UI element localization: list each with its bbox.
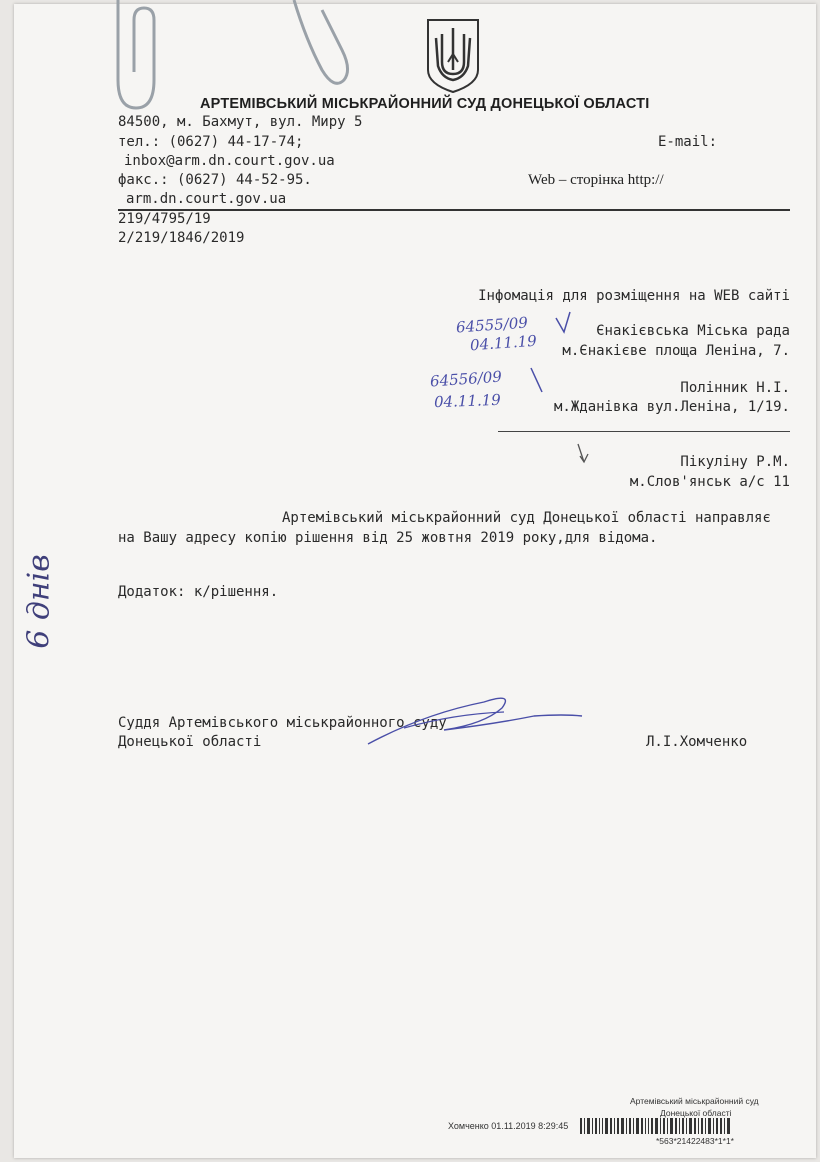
court-address: 84500, м. Бахмут, вул. Миру 5 [118,114,363,130]
recipient-3-address: м.Слов'янськ а/с 11 [629,474,790,490]
footer-court-line-2: Донецької області [660,1108,732,1118]
court-name-heading: АРТЕМІВСЬКИЙ МІСЬКРАЙОННИЙ СУД ДОНЕЦЬКОЇ ОБЛАСТІ [200,96,650,112]
handwritten-reg-date-1: 04.11.19 [469,331,538,355]
handwritten-margin-note: 6 днів [21,554,57,649]
footer-barcode-number: *563*21422483*1*1* [656,1136,734,1146]
recipient-2-name: Полінник Н.І. [680,380,790,396]
attachment-note: Додаток: к/рішення. [118,584,279,600]
handwritten-check-icon [554,310,574,336]
recipient-3-name: Пікуліну Р.М. [680,454,790,470]
body-line-1: Артемівський міськрайонний суд Донецької області направляє [282,510,771,526]
court-fax: факс.: (0627) 44-52-95. [118,172,312,188]
footer-stamp: Хомченко 01.11.2019 8:29:45 [448,1121,569,1131]
footer-barcode [580,1118,730,1134]
signature-title-line-1: Суддя Артемівського міськрайонного суду [118,715,447,731]
handwritten-signature [364,684,584,754]
email-label: E-mail: [658,134,718,150]
court-web: arm.dn.court.gov.ua [126,191,287,207]
letterhead-divider [118,209,790,211]
court-phone: тел.: (0627) 44-17-74; [118,134,304,150]
judge-name: Л.І.Хомченко [646,734,748,750]
footer-court-line-1: Артемівський міськрайонний суд [630,1096,759,1106]
paper-clip-right [286,0,356,95]
case-number: 219/4795/19 [118,211,211,227]
coat-of-arms-icon [424,18,482,94]
court-email: inbox@arm.dn.court.gov.ua [124,153,335,169]
body-line-2: на Вашу адресу копію рішення від 25 жовтня 2019 року,для відома. [118,530,658,546]
handwritten-reg-number-2: 64556/09 [429,367,503,391]
web-label: Web – сторінка http:// [528,172,664,188]
info-line: Інфомація для розміщення на WEB сайті [478,288,790,304]
handwritten-stroke-icon [528,366,546,396]
paper-clip-left [98,0,168,120]
recipient-1-address: м.Єнакієве площа Леніна, 7. [562,343,790,359]
letter-page [14,4,816,1158]
handwritten-reg-date-2: 04.11.19 [433,390,502,412]
recipients-divider [498,431,790,432]
recipient-1-name: Єнакієвська Міська рада [596,323,790,339]
proceeding-number: 2/219/1846/2019 [118,230,245,246]
signature-title-line-2: Донецької області [118,734,262,750]
handwritten-arrow-icon [574,440,594,466]
recipient-2-address: м.Жданівка вул.Леніна, 1/19. [553,399,790,415]
handwritten-reg-number-1: 64555/09 [455,313,529,337]
